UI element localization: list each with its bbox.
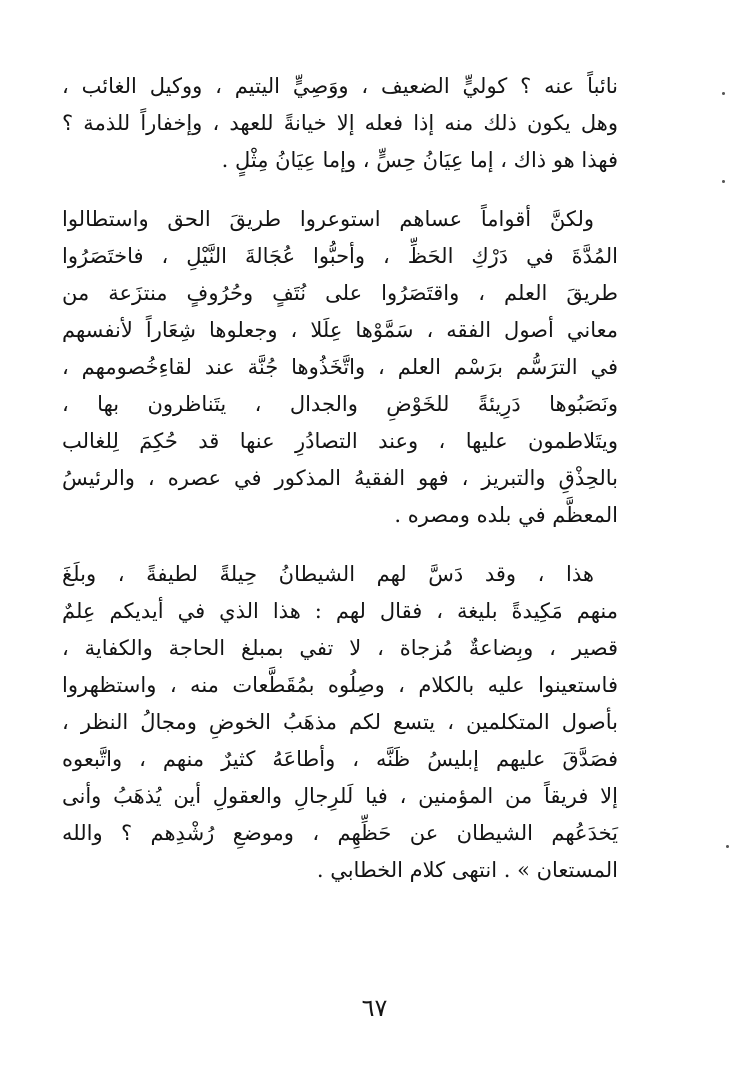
text-line: بالحِذْقِ والتبريز ، فهو الفقيهُ المذكور في عصره ، والرئيسُ xyxy=(62,466,618,490)
scan-speck xyxy=(726,845,729,848)
text-line: يَخدَعُهم الشيطان عن حَظِّهِم ، وموضعِ رُشْدِهم ؟ والله xyxy=(62,821,618,845)
page-number: ٦٧ xyxy=(361,994,388,1022)
text-line: قصير ، وبِضاعةٌ مُزجاة ، لا تفي بمبلغ الحاجة والكفاية ، xyxy=(62,636,618,660)
text-line: منهم مَكِيدةً بليغة ، فقال لهم : هذا الذي في أيديكم عِلمٌ xyxy=(62,599,618,623)
text-line: بأصول المتكلمين ، يتسع لكم مذهَبُ الخوضِ ومجالُ النظر ، xyxy=(62,710,618,734)
text-line: المعظَّم في بلده ومصره . xyxy=(394,503,618,527)
text-line: فاستعينوا عليه بالكلام ، وصِلُوه بمُقَطَّعات منه ، واستظهروا xyxy=(62,673,618,697)
text-line: ويتَلاطمون عليها ، وعند التصادُرِ عنها قد حُكِمَ لِلغالب xyxy=(62,429,618,453)
scan-speck xyxy=(722,180,725,183)
text-line: في الترَسُّم برَسْم العلم ، واتَّخَذُوها جُنَّة عند لقاءِخُصومهم ، xyxy=(62,355,618,379)
text-line: معاني أصول الفقه ، سَمَّوْها عِلَلا ، وجعلوها شِعَاراً لأنفسهم xyxy=(62,318,618,342)
text-line: نائباً عنه ؟ كوليٍّ الضعيف ، ووَصِيٍّ اليتيم ، ووكيل الغائب ، xyxy=(62,74,618,98)
text-line: فهذا هو ذاك ، إما عِيَانُ حِسٍّ ، وإما عِيَانُ مِثْلٍ . xyxy=(221,148,618,172)
page-body xyxy=(62,68,618,889)
scan-speck xyxy=(722,92,725,95)
paragraph-2 xyxy=(62,201,618,534)
text-line: ونَصَبُوها دَرِيئةً للخَوْضِ والجدال ، يتَناظرون بها ، xyxy=(62,392,618,416)
text-line: طريقَ العلم ، واقتَصَرُوا على نُتَفٍ وحُرُوفٍ منتزَعة من xyxy=(62,281,618,305)
text-line: إلا فريقاً من المؤمنين ، فيا لَلرِجالِ والعقولِ أين يُذهَبُ وأنى xyxy=(62,784,618,808)
text-line: المُدَّةَ في دَرْكِ الحَظِّ ، وأحبُّوا عُجَالةَ النَّيْلِ ، فاختَصَرُوا xyxy=(62,244,618,268)
text-line: وهل يكون ذلك منه إذا فعله إلا خيانةً للعهد ، وإخفاراً للذمة ؟ xyxy=(62,111,618,135)
text-line: ولكنَّ أقواماً عساهم استوعروا طريقَ الحق واستطالوا xyxy=(62,207,594,231)
paragraph-1 xyxy=(62,68,618,179)
paragraph-3 xyxy=(62,556,618,889)
text-line: المستعان » . انتهى كلام الخطابي . xyxy=(316,858,618,882)
text-line: هذا ، وقد دَسَّ لهم الشيطانُ حِيلةً لطيفةً ، وبلَغَ xyxy=(62,562,594,586)
text-line: فصَدَّقَ عليهم إبليسُ ظَنَّه ، وأطاعَهُ كثيرٌ منهم ، واتَّبعوه xyxy=(62,747,618,771)
